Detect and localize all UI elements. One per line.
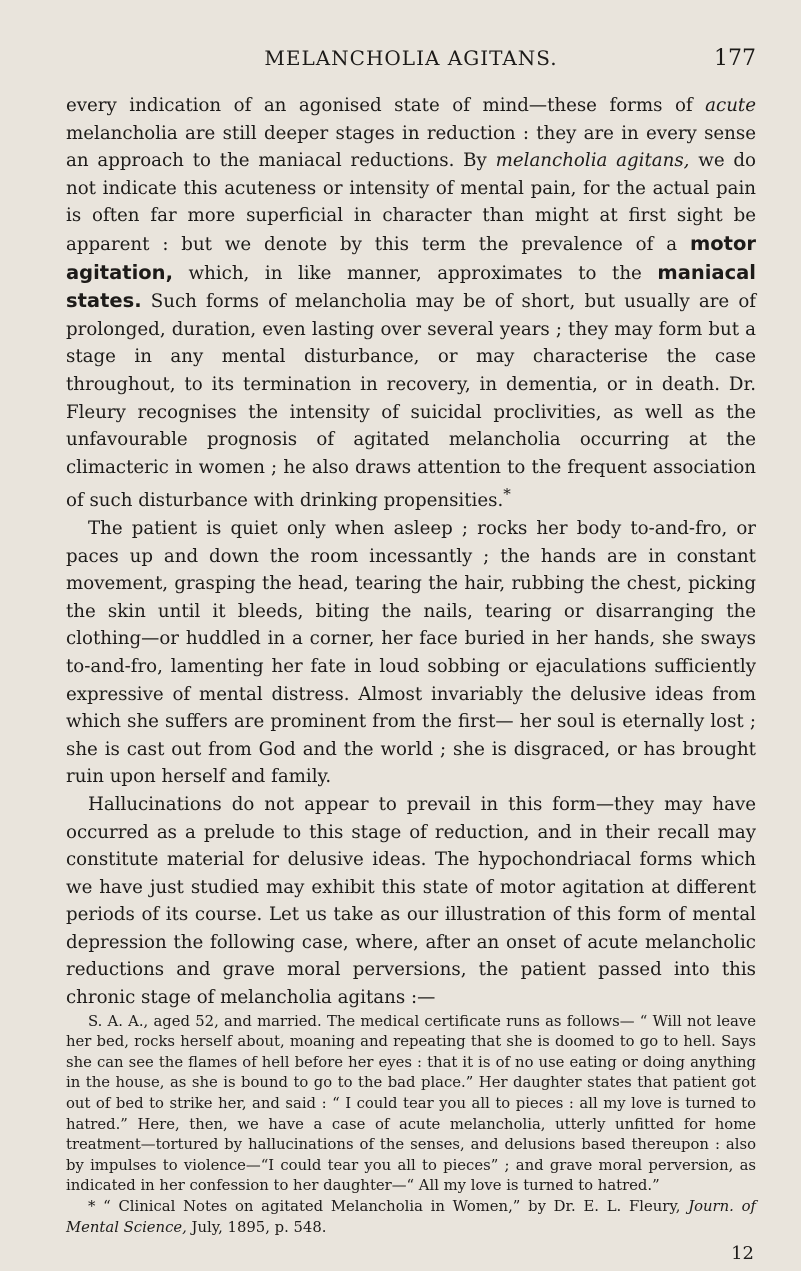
page-number: 177: [714, 46, 756, 71]
running-head: MELANCHOLIA AGITANS.: [264, 46, 558, 70]
paragraph-text: Such forms of melancholia may be of short, but usually are of prolonged, duration, even lasting over several years ; they may form but a stage in any mental disturbance, or may characterise the case throughout, to its termination in recovery, in dementia, or in death. Dr. Fleury recognises the intensity of suicidal proclivities, as well as the unfavourable prognosis of agitated melancholia occurring at the climacteric in women ; he also draws attention to the frequent association of such disturbance with drinking propensities.: [66, 291, 756, 512]
italic-term-melancholia-agitans: melancholia agitans,: [495, 150, 690, 172]
paragraph-text: which, in like manner, approximates to the: [172, 262, 658, 284]
footnote-text: * “ Clinical Notes on agitated Melancholia in Women,” by Dr. E. L. Fleury,: [88, 1198, 689, 1215]
page-body: [66, 92, 756, 1268]
case-report: S. A. A., aged 52, and married. The medical certificate runs as follows— “ Will not leave her bed, rocks herself about, moaning and repeating that she is doomed to go to hell. Says she can see the flames of hell before her eyes : that it is of no use eating or doing anything in the house, as she is bound to go to the bad place.” Her daughter states that patient got out of bed to strike her, and said : “ I could tear you all to pieces : all my love is turned to hatred.” Here, then, we have a case of acute melancholia, utterly unfitted for home treatment—tortured by hallucinations of the senses, and delusions based thereupon : also by impulses to violence—“I could tear you all to pieces” ; and grave moral perversion, as indicated in her confession to her daughter—“ All my love is turned to hatred.”: [66, 1012, 756, 1195]
footnote-journal: Journ. of Mental Science,: [66, 1198, 756, 1236]
paragraph-text: every indication of an agonised state of mind—these forms of: [66, 95, 706, 116]
paragraph-definition: [66, 92, 756, 515]
footnote-marker: *: [503, 485, 511, 504]
paragraph-patient-behaviour: The patient is quiet only when asleep ; rocks her body to-and-fro, or paces up and down the room incessantly ; the hands are in constant movement, grasping the head, tearing the hair, rubbing the chest, picking the skin until it bleeds, biting the nails, tearing or disarranging the clothing—or huddled in a corner, her face buried in her hands, she sways to-and-fro, lamenting her fate in loud sobbing or ejaculations sufficiently expressive of mental distress. Almost invariably the delusive ideas from which she suffers are prominent from the first— her soul is eternally lost ; she is cast out from God and the world ; she is disgraced, or has brought ruin upon herself and family.: [66, 517, 756, 788]
paragraph-hallucinations: Hallucinations do not appear to prevail in this form—they may have occurred as a prelude to this stage of reduction, and in their recall may constitute material for delusive ideas. The hypochondriacal forms which we have just studied may exhibit this state of motor agitation at different periods of its course. Let us take as our illustration of this form of mental depression the following case, where, after an onset of acute melancholic reductions and grave moral perversions, the patient passed into this chronic stage of melancholia agitans :—: [66, 793, 756, 1009]
paragraph-text: melancholia are still deeper stages in reduction : they are in every sense an approach to the maniacal reductions. By: [66, 122, 756, 172]
bold-term-motor-agitation: motor agitation,: [66, 231, 756, 284]
footnote-text: July, 1895, p. 548.: [186, 1218, 327, 1236]
signature-mark: 12: [731, 1243, 754, 1265]
bold-term-maniacal-states: maniacal states.: [66, 260, 756, 313]
page-header: [66, 46, 756, 71]
footnote: [66, 1197, 756, 1238]
paragraph-text: we do not indicate this acuteness or intensity of mental pain, for the actual pain is often far more superficial in character than might at first sight be apparent : but we denote by this term the prevalence of a: [66, 150, 756, 255]
italic-term-acute: acute: [705, 95, 756, 116]
